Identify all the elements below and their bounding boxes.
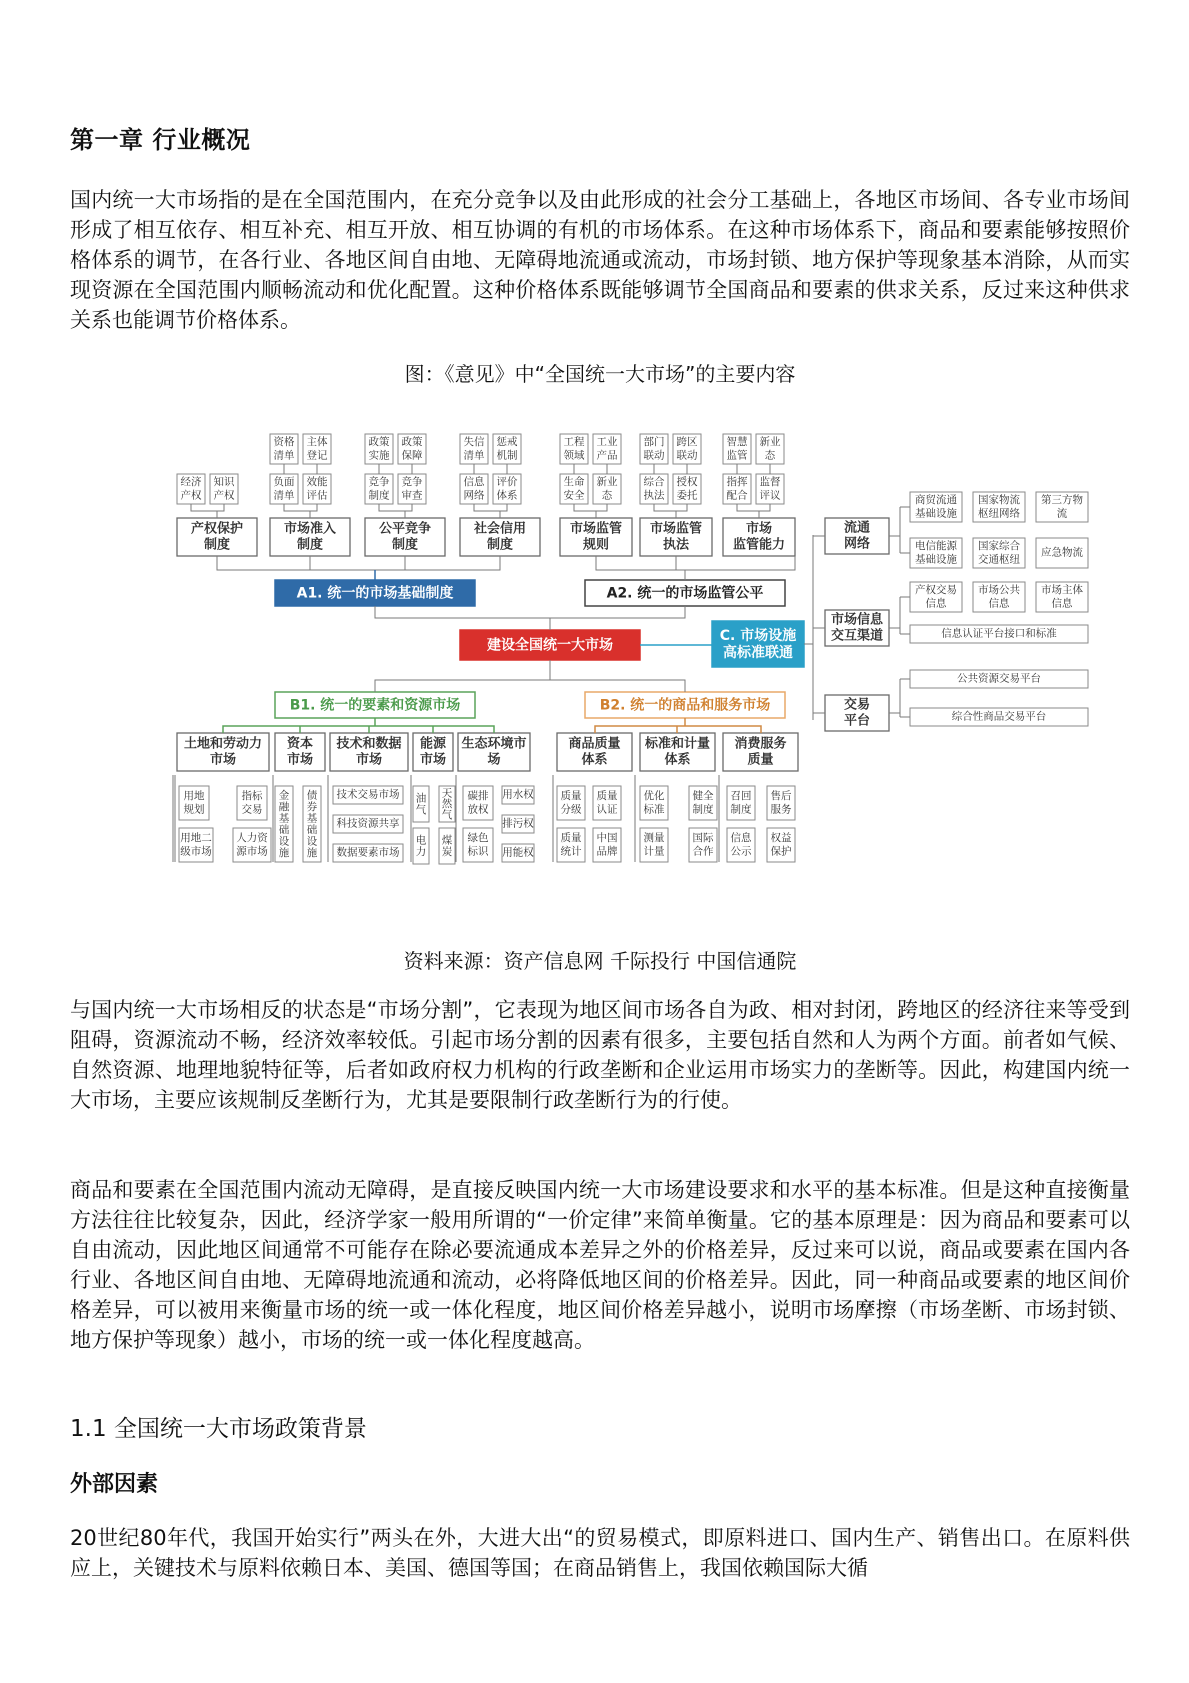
paragraph-external-factors: 20世纪80年代，我国开始实行”两头在外，大进大出“的贸易模式，即原料进口、国内生产、销售出口。在原料供应上，关键技术与原料依赖日本、美国、德国等国；在商品销售上，我国依赖国际大循 — [70, 1526, 1130, 1580]
a-second-item-label: 效能 — [306, 475, 328, 488]
connector-line — [654, 504, 687, 511]
a-second-item-label: 委托 — [676, 489, 698, 502]
a-second-item-label: 指挥 — [726, 475, 748, 488]
c-right-item-label: 电信能源 — [915, 539, 957, 552]
chapter-title: 第一章 行业概况 — [70, 126, 251, 154]
b2-leaf-label: 优化 — [643, 789, 665, 802]
c-right-item-label: 基础设施 — [915, 507, 957, 520]
a-top-item-label: 保障 — [401, 449, 423, 462]
b1-mid-label: 资本 — [286, 736, 314, 752]
b2-leaf-label: 标准 — [643, 803, 665, 816]
a-top-item-label: 跨区 — [676, 435, 698, 448]
connector-line — [217, 556, 500, 570]
a2-mid-label: 市场监管 — [569, 521, 623, 537]
c-mid-label: 平台 — [843, 713, 871, 729]
b1-leaf-label: 用水权 — [502, 788, 534, 801]
b1-leaf-label: 础 — [306, 824, 318, 837]
b2-leaf-label: 分级 — [560, 803, 582, 816]
c-right-item-label: 枢纽网络 — [978, 507, 1020, 520]
a1-mid-label: 产权保护 — [190, 521, 244, 537]
b1-mid-label: 土地和劳动力 — [183, 736, 263, 752]
b1-mid-label: 技术和数据 — [336, 736, 402, 752]
a-top-item-label: 机制 — [496, 449, 518, 462]
b1-leaf-label: 标识 — [467, 845, 489, 858]
a-second-item-label: 竞争 — [368, 475, 390, 488]
b2-mid-label: 消费服务 — [734, 736, 787, 752]
b1-leaf-label: 设 — [278, 835, 290, 848]
b2-leaf-label: 质量 — [560, 831, 582, 844]
a-second-item-label: 评估 — [306, 489, 328, 502]
connector-line — [474, 504, 507, 511]
b1-leaf-label: 电 — [415, 834, 427, 847]
c-mid-label: 市场信息 — [830, 612, 884, 628]
b1-leaf-label: 交易 — [241, 803, 263, 816]
a-second-item-label: 清单 — [273, 489, 295, 502]
a1-mid-label: 社会信用 — [473, 521, 527, 537]
a-top-item-label: 资格 — [273, 435, 295, 448]
b1-leaf-label: 绿色 — [467, 831, 489, 844]
a-second-item-label: 生命 — [563, 475, 585, 488]
b1-leaf-label: 源市场 — [236, 845, 268, 858]
b1-leaf-label: 基 — [278, 812, 290, 825]
b1-leaf-label: 人力资 — [236, 831, 268, 844]
c-right-item-label: 基础设施 — [915, 553, 957, 566]
b1-mid-label: 能源 — [419, 736, 447, 752]
b1-leaf-label: 用地二 — [180, 831, 212, 844]
b1-leaf-label: 指标 — [241, 789, 263, 802]
a1-mid-label: 制度 — [203, 537, 231, 553]
b1-leaf-label: 油 — [415, 792, 427, 805]
a-top-item-label: 失信 — [463, 435, 485, 448]
b1-mid-label: 市场 — [355, 752, 383, 768]
b2-leaf-label: 权益 — [770, 831, 792, 844]
c-mid-label: 网络 — [843, 536, 871, 552]
a-top-item-label: 产品 — [596, 449, 618, 462]
c-banner-label: C. 市场设施 — [719, 628, 797, 644]
connector-line — [284, 504, 317, 511]
a-second-item-label: 态 — [601, 489, 613, 502]
b2-leaf-label: 公示 — [730, 845, 752, 858]
b1-leaf-label: 用地 — [183, 789, 205, 802]
a-second-item-label: 评议 — [759, 489, 781, 502]
a-second-item-label: 安全 — [563, 489, 585, 502]
b1-leaf-label: 煤 — [441, 834, 453, 847]
c-right-info-label: 市场公共 — [978, 583, 1020, 596]
b2-leaf-label: 质量 — [560, 789, 582, 802]
b1-mid-label: 场 — [487, 752, 501, 768]
b1-leaf-label: 施 — [306, 847, 318, 860]
b2-leaf-label: 认证 — [596, 803, 618, 816]
b1-leaf-label: 碳排 — [467, 789, 489, 802]
a-top-item-label: 政策 — [368, 435, 390, 448]
a-top-item-label: 登记 — [306, 449, 328, 462]
b1-leaf-label: 金 — [278, 789, 290, 802]
a-top-item-label: 实施 — [368, 449, 390, 462]
b1-leaf-label: 用能权 — [502, 846, 534, 859]
b2-mid-label: 标准和计量 — [644, 736, 711, 752]
a-second-item-label: 产权 — [180, 489, 202, 502]
b1-leaf-label: 气 — [415, 804, 427, 817]
b1-leaf-label: 级市场 — [180, 845, 212, 858]
a-top-item-label: 智慧 — [726, 435, 748, 448]
c-mid-label: 交易 — [843, 697, 871, 713]
b2-leaf-label: 服务 — [770, 803, 792, 816]
c-right-item-label: 交通枢纽 — [978, 553, 1020, 566]
a1-mid-label: 公平竞争 — [378, 521, 432, 537]
a-top-item-label: 监管 — [726, 449, 748, 462]
a-second-item-label: 信息 — [463, 475, 485, 488]
a2-mid-label: 执法 — [662, 537, 690, 553]
b2-leaf-label: 合作 — [692, 845, 714, 858]
a-second-item-label: 授权 — [676, 475, 698, 488]
b2-leaf-label: 统计 — [560, 845, 582, 858]
b1-leaf-label: 债 — [306, 789, 318, 802]
paragraph-market-segmentation: 与国内统一大市场相反的状态是“市场分割”，它表现为地区间市场各自为政、相对封闭，跨地区的经济往来等受到阻碍，资源流动不畅，经济效率较低。引起市场分割的因素有很多，主要包括自然和人为两个方面。前者如气候、自然资源、地理地貌特征等，后者如政府权力机构的行政垄断和企业运用市场实力的垄断等。因此，构建国内统一大市场，主要应该规制反垄断行为，尤其是要限制行政垄断行为的行使。 — [70, 998, 1130, 1112]
a-second-item-label: 评价 — [496, 475, 518, 488]
b2-mid-label: 商品质量 — [568, 736, 621, 752]
connector-line — [737, 504, 770, 511]
b1-mid-label: 生态环境市 — [461, 736, 527, 752]
b1-leaf-label: 技术交易市场 — [336, 788, 400, 801]
market-structure-diagram — [115, 430, 1115, 900]
a1-banner-label: A1. 统一的市场基础制度 — [296, 585, 454, 602]
paragraph-definition: 国内统一大市场指的是在全国范围内，在充分竞争以及由此形成的社会分工基础上，各地区市场间、各专业市场间形成了相互依存、相互补充、相互开放、相互协调的有机的市场体系。在这种市场体系下，商品和要素能够按照价格体系的调节，在各行业、各地区间自由地、无障碍地流通或流动，市场封锁、地方保护等现象基本消除，从而实现资源在全国范围内顺畅流动和优化配置。这种价格体系既能够调节全国商品和要素的供求关系，反过来这种供求关系也能调节价格体系。 — [70, 188, 1130, 332]
b2-leaf-label: 信息 — [730, 831, 752, 844]
a-second-item-label: 执法 — [643, 489, 665, 502]
a-top-item-label: 政策 — [401, 435, 423, 448]
c-right-item-label: 第三方物 — [1041, 493, 1083, 506]
a1-mid-label: 市场准入 — [283, 521, 337, 537]
a-top-item-label: 惩戒 — [496, 435, 518, 448]
b1-leaf-label: 基 — [306, 812, 318, 825]
c-right-item-label: 商贸流通 — [915, 493, 957, 506]
b2-leaf-label: 制度 — [730, 803, 752, 816]
a-second-item-label: 综合 — [643, 475, 665, 488]
a-top-item-label: 工业 — [596, 435, 618, 448]
b1-leaf-label: 科技资源共享 — [336, 817, 400, 830]
a-second-item-label: 制度 — [368, 489, 390, 502]
c-mid-label: 交互渠道 — [830, 628, 884, 644]
c-right-info-label: 产权交易 — [915, 583, 957, 596]
b1-mid-label: 市场 — [286, 752, 314, 768]
b2-leaf-label: 计量 — [643, 845, 665, 858]
b1-leaf-label: 融 — [278, 801, 290, 814]
c-right-item-label: 应急物流 — [1041, 546, 1083, 559]
a-second-item-label: 新业 — [596, 475, 618, 488]
b1-banner-label: B1. 统一的要素和资源市场 — [289, 697, 461, 714]
b2-leaf-label: 测量 — [643, 831, 665, 844]
a2-mid-label: 市场 — [745, 521, 773, 537]
a2-mid-label: 市场监管 — [649, 521, 703, 537]
a-second-item-label: 网络 — [463, 489, 485, 502]
a-top-item-label: 领域 — [563, 449, 585, 462]
section-heading-1-1: 1.1 全国统一大市场政策背景 — [70, 1416, 367, 1442]
c-right-info-label: 信息 — [925, 597, 947, 610]
connector-line — [375, 680, 685, 692]
b2-leaf-label: 品牌 — [596, 845, 618, 858]
b2-leaf-label: 制度 — [692, 803, 714, 816]
b1-leaf-label: 券 — [306, 801, 318, 814]
a1-mid-label: 制度 — [296, 537, 324, 553]
a-second-item-label: 产权 — [213, 489, 235, 502]
a-second-item-label: 审查 — [401, 489, 423, 502]
subheading-external-factors: 外部因素 — [70, 1472, 159, 1497]
b2-leaf-label: 中国 — [596, 831, 618, 844]
b2-leaf-label: 召回 — [730, 789, 752, 802]
b1-mid-label: 市场 — [419, 752, 447, 768]
a-top-item-label: 态 — [764, 449, 776, 462]
c-right-item-label: 国家综合 — [978, 539, 1020, 552]
b2-mid-label: 体系 — [581, 752, 608, 768]
c-bar-label: 综合性商品交易平台 — [951, 710, 1047, 723]
c-bar-label: 信息认证平台接口和标准 — [941, 627, 1057, 640]
a-second-item-label: 负面 — [273, 475, 295, 488]
connector-line — [595, 726, 761, 733]
a-top-item-label: 部门 — [643, 435, 665, 448]
a2-mid-label: 监管能力 — [732, 537, 786, 553]
c-right-info-label: 信息 — [1051, 597, 1073, 610]
b2-leaf-label: 国际 — [692, 831, 714, 844]
b1-leaf-label: 设 — [306, 835, 318, 848]
b1-leaf-label: 数据要素市场 — [336, 846, 400, 859]
connector-line — [379, 504, 412, 511]
c-mid-label: 流通 — [843, 520, 871, 536]
b1-leaf-label: 规划 — [183, 803, 205, 816]
b2-leaf-label: 健全 — [692, 789, 714, 802]
b1-leaf-label: 炭 — [441, 846, 453, 859]
a-top-item-label: 联动 — [676, 449, 698, 462]
source-caption: 资料来源：资产信息网 千际投行 中国信通院 — [403, 949, 797, 973]
a-top-item-label: 主体 — [306, 435, 328, 448]
c-right-info-label: 市场主体 — [1041, 583, 1083, 596]
c-right-item-label: 流 — [1056, 507, 1068, 520]
b1-mid-label: 市场 — [209, 752, 237, 768]
c-banner-label: 高标准联通 — [723, 645, 793, 661]
b1-leaf-label: 天 — [441, 787, 453, 800]
a-top-item-label: 新业 — [759, 435, 781, 448]
b1-leaf-label: 然 — [441, 798, 453, 811]
b1-leaf-label: 排污权 — [502, 817, 534, 830]
a-top-item-label: 工程 — [563, 435, 585, 448]
c-right-item-label: 国家物流 — [978, 493, 1020, 506]
b2-mid-label: 质量 — [747, 752, 774, 768]
b2-leaf-label: 保护 — [770, 845, 792, 858]
a-second-item-label: 配合 — [726, 489, 748, 502]
b2-leaf-label: 售后 — [770, 789, 792, 802]
paragraph-law-of-one-price: 商品和要素在全国范围内流动无障碍，是直接反映国内统一大市场建设要求和水平的基本标准。但是这种直接衡量方法往往比较复杂，因此，经济学家一般用所谓的“一价定律”来简单衡量。它的基本原理是：因为商品和要素可以自由流动，因此地区间通常不可能存在除必要流通成本差异之外的价格差异，反过来可以说，商品或要素在国内各行业、各地区间自由地、无障碍地流通和流动，必将降低地区间的价格差异。因此，同一种商品或要素的地区间价格差异，可以被用来衡量市场的统一或一体化程度，地区间价格差异越小，说明市场摩擦（市场垄断、市场封锁、地方保护等现象）越小，市场的统一或一体化程度越高。 — [70, 1178, 1130, 1352]
a2-banner-label: A2. 统一的市场监管公平 — [606, 585, 764, 602]
a2-mid-label: 规则 — [582, 537, 610, 553]
c-right-info-label: 信息 — [988, 597, 1010, 610]
b1-leaf-label: 力 — [415, 846, 427, 859]
b2-leaf-label: 质量 — [596, 789, 618, 802]
c-bar-label: 公共资源交易平台 — [957, 672, 1041, 685]
a-top-item-label: 联动 — [643, 449, 665, 462]
figure-caption: 图：《意见》中“全国统一大市场”的主要内容 — [404, 362, 796, 386]
diagram-svg — [115, 430, 1115, 900]
b1-leaf-label: 放权 — [467, 803, 489, 816]
b2-mid-label: 体系 — [664, 752, 691, 768]
b2-banner-label: B2. 统一的商品和服务市场 — [599, 697, 771, 714]
a-second-item-label: 监督 — [759, 475, 781, 488]
connector-line — [223, 726, 494, 733]
b1-leaf-label: 础 — [278, 824, 290, 837]
center-banner-label: 建设全国统一大市场 — [487, 637, 613, 654]
b1-leaf-label: 施 — [278, 847, 290, 860]
a-second-item-label: 知识 — [213, 475, 235, 488]
b1-leaf-label: 气 — [441, 808, 453, 821]
a-top-item-label: 清单 — [273, 449, 295, 462]
a1-mid-label: 制度 — [391, 537, 419, 553]
a-top-item-label: 清单 — [463, 449, 485, 462]
connector-line — [596, 556, 795, 570]
a-second-item-label: 经济 — [180, 475, 202, 488]
connector-line — [375, 606, 685, 618]
connector-line — [574, 504, 607, 511]
a-second-item-label: 体系 — [496, 489, 518, 502]
a-second-item-label: 竞争 — [401, 475, 423, 488]
a1-mid-label: 制度 — [486, 537, 514, 553]
connector-line — [191, 504, 224, 511]
